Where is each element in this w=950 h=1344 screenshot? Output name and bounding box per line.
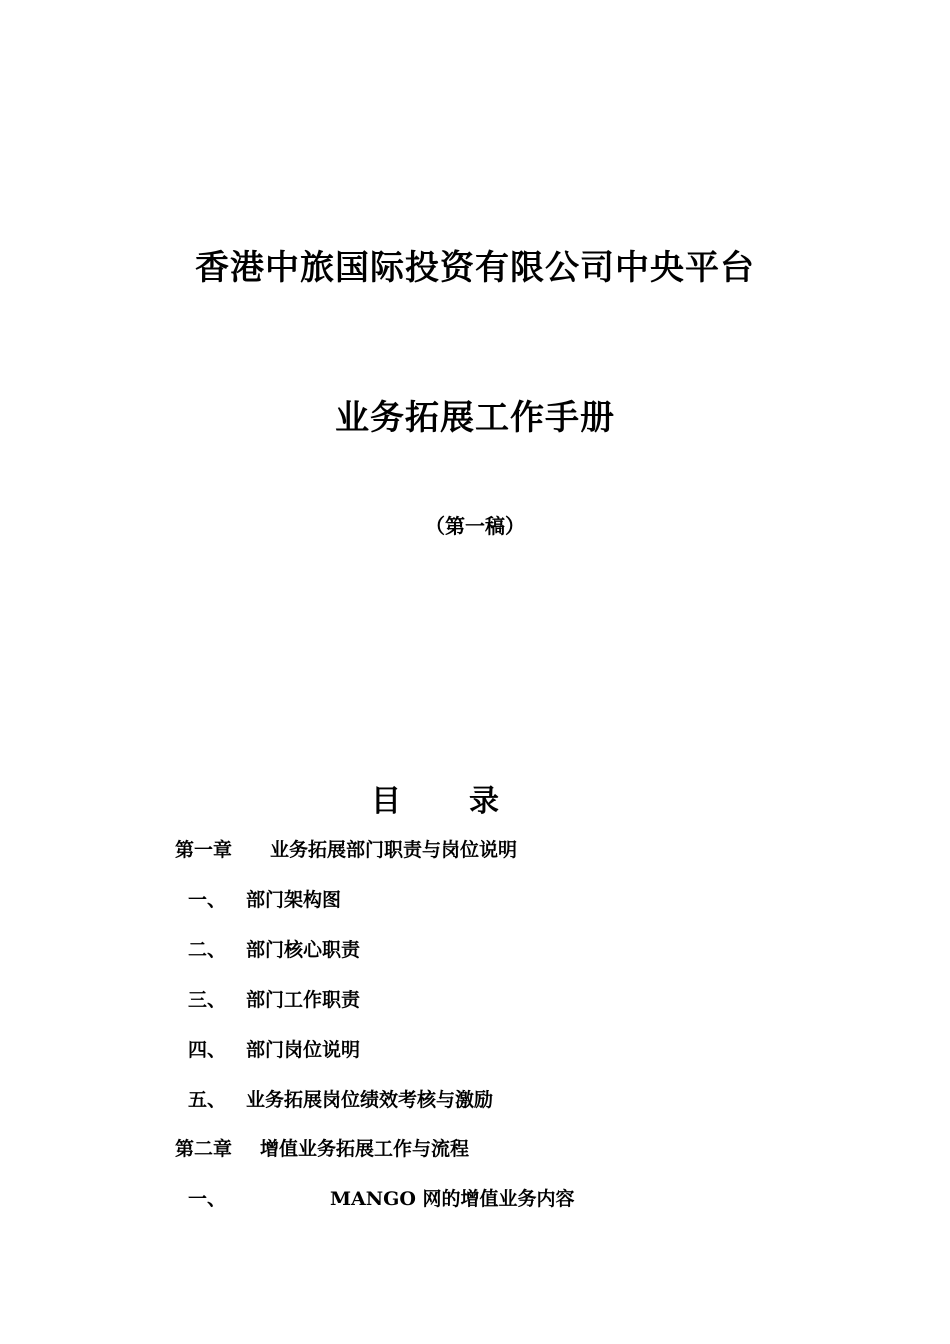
toc-section-title: 部门工作职责 [246,989,361,1011]
toc-section-number: 二、 [188,939,227,961]
document-title: 香港中旅国际投资有限公司中央平台 [195,248,755,288]
toc-heading [0,776,870,820]
toc-section-title: 部门核心职责 [246,939,361,961]
toc-chapter-number: 第一章 [175,839,233,861]
toc-section-title: MANGO 网的增值业务内容 [330,1188,575,1210]
toc-section-number: 一、 [188,1188,227,1210]
toc-heading-right: 录 [469,784,499,819]
toc-chapter-title: 业务拓展部门职责与岗位说明 [270,839,518,861]
toc-section-title: 部门岗位说明 [246,1039,361,1061]
toc-section-number: 三、 [188,989,227,1011]
toc-section-title: 部门架构图 [246,889,342,911]
toc-heading-left: 目 [371,784,401,819]
toc-chapter-number: 第二章 [175,1138,233,1160]
toc-section-number: 四、 [188,1039,227,1061]
document-subtitle: 业务拓展工作手册 [335,398,615,438]
toc-section-number: 一、 [188,889,227,911]
toc-section-number: 五、 [188,1089,227,1111]
toc-chapter-title: 增值业务拓展工作与流程 [260,1138,470,1160]
draft-note: （第一稿） [425,514,525,538]
toc-section-title: 业务拓展岗位绩效考核与激励 [246,1089,494,1111]
